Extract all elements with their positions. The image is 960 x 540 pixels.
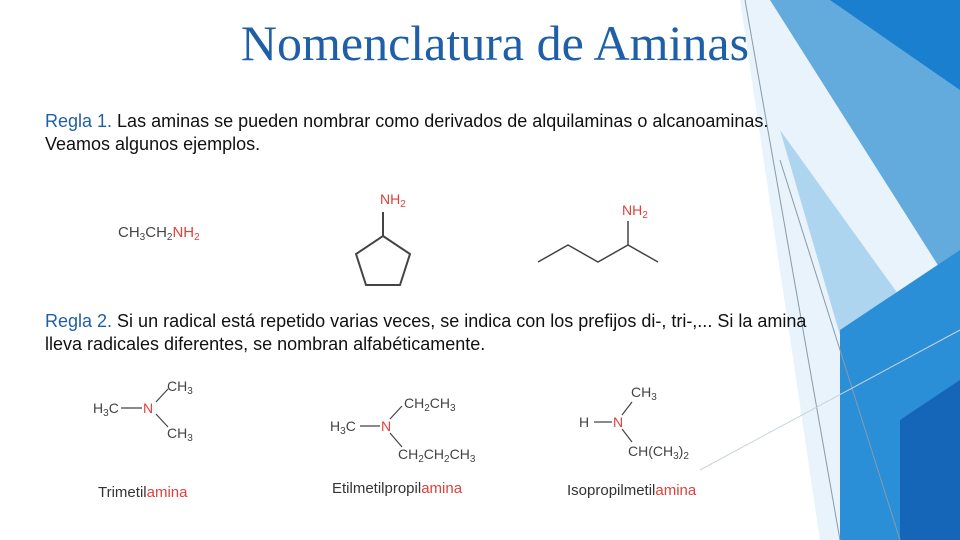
rule-1-text: Las aminas se pueden nombrar como derivados de alquilaminas o alcanoaminas. Veamos algunos ejemplos. bbox=[45, 111, 769, 154]
m2-h3c: $H_3C$ bbox=[330, 418, 356, 437]
m1-h3c: $H_3C$ bbox=[93, 400, 119, 419]
rule-2-text: Si un radical está repetido varias veces, se indica con los prefijos di-, tri-,... Si la amina lleva radicales diferentes, se nombran alfabéticamente. bbox=[45, 311, 807, 354]
m1-ch3-bottom: $CH_3$ bbox=[167, 425, 193, 444]
m3-nitrogen: N bbox=[613, 414, 624, 430]
m3-hydrogen: H bbox=[579, 414, 590, 430]
m1-ch3-top: $CH_3$ bbox=[167, 378, 193, 397]
name-isopropilmetilamina: Isopropilmetilamina bbox=[567, 482, 697, 499]
m3-ch3-top: $CH_3$ bbox=[631, 384, 657, 403]
slide-title: Nomenclatura de Aminas bbox=[240, 15, 750, 71]
pentylamine-nh2-label: $NH_2$ bbox=[622, 202, 648, 221]
alkyl-chain bbox=[538, 245, 658, 262]
m2-propyl: $CH_2CH_2CH_3$ bbox=[398, 446, 476, 465]
m2-ethyl: $CH_2CH_3$ bbox=[404, 395, 456, 414]
name-trimetilamina: Trimetilamina bbox=[98, 484, 188, 501]
cyclopentane-ring bbox=[356, 236, 410, 285]
ethylamine-formula: $CH_3CH_2NH_2$ bbox=[118, 224, 200, 243]
name-etilmetilpropilamina: Etilmetilpropilamina bbox=[332, 480, 463, 497]
m1-nitrogen: N bbox=[143, 400, 154, 416]
m3-isopropyl: $CH(CH_3)_2$ bbox=[628, 443, 689, 462]
m2-nitrogen: N bbox=[381, 418, 392, 434]
rule-2-label: Regla 2. bbox=[45, 311, 113, 331]
rule-1-label: Regla 1. bbox=[45, 111, 113, 131]
cyclopentylamine-nh2-label: $NH_2$ bbox=[380, 191, 406, 210]
